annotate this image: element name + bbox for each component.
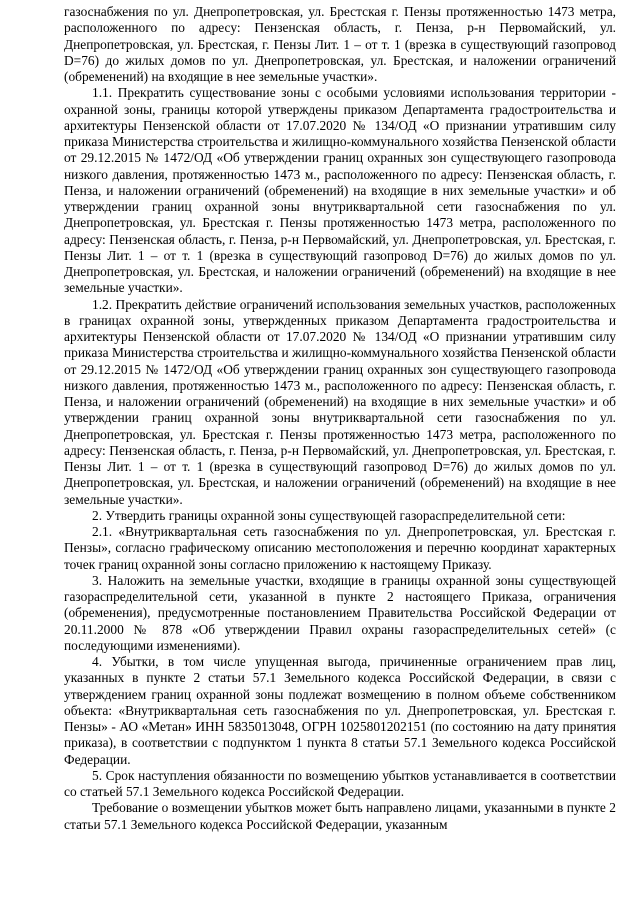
paragraph-2-1: 2.1. «Внутриквартальная сеть газоснабжения по ул. Днепропетровская, ул. Брестская г. Пензы», согласно графическому описанию местоположения и перечню координат характерных точек границ охранной зоны согласно приложению к настоящему Приказу. [64,524,616,572]
paragraph-5: 5. Срок наступления обязанности по возмещению убытков устанавливается в соответствии со статьей 57.1 Земельного кодекса Российской Федерации. [64,767,616,799]
paragraph-1-2: 1.2. Прекратить действие ограничений использования земельных участков, расположенных в границах охранной зоны, утвержденных приказом Департамента градостроительства и архитектуры Пензенской области от 17.07.2020 № 134/ОД «О признании утратившим силу приказа Министерства строительства и жилищно-коммунального хозяйства Пензенской области от 29.12.2015 № 1472/ОД «Об утверждении границ охранных зон существующего газопровода низкого давления, протяженностью 1473 м., расположенного по адресу: Пензенская область, г. Пенза, и наложении ограничений (обременений) на входящие в них земельные участки» и об утверждении границ охранной зоны внутриквартальной сети газоснабжения по ул. Днепропетровская, ул. Брестская г. Пензы протяженностью 1473 метра, расположенного по адресу: Пензенская область, г. Пенза, р-н Первомайский, ул. Днепропетровская, ул. Брестская, г. Пензы Лит. 1 – от т. 1 (врезка в существующий газопровод D=76) до жилых домов по ул. Днепропетровская, ул. Брестская, и наложении ограничений (обременений) на входящие в нее земельные участки». [64,296,616,507]
paragraph-1-1: 1.1. Прекратить существование зоны с особыми условиями использования территории - охранной зоны, границы которой утверждены приказом Департамента градостроительства и архитектуры Пензенской области от 17.07.2020 № 134/ОД «О признании утратившим силу приказа Министерства строительства и жилищно-коммунального хозяйства Пензенской области от 29.12.2015 № 1472/ОД «Об утверждении границ охранных зон существующего газопровода низкого давления, протяженностью 1473 м., расположенного по адресу: Пензенская область, г. Пенза, и наложении ограничений (обременений) на входящие в них земельные участки» и об утверждении границ охранной зоны внутриквартальной сети газоснабжения по ул. Днепропетровская, ул. Брестская г. Пензы протяженностью 1473 метра, расположенного по адресу: Пензенская область, г. Пенза, р-н Первомайский, ул. Днепропетровская, ул. Брестская, г. Пензы Лит. 1 – от т. 1 (врезка в существующий газопровод D=76) до жилых домов по ул. Днепропетровская, ул. Брестская, и наложении ограничений (обременений) на входящие в нее земельные участки». [64,85,616,296]
paragraph-3: 3. Наложить на земельные участки, входящие в границы охранной зоны существующей газораспределительной сети, указанной в пункте 2 настоящего Приказа, ограничения (обременения), предусмотренные постановлением Правительства Российской Федерации от 20.11.2000 № 878 «Об утверждении Правил охраны газораспределительных сетей» (с последующими изменениями). [64,572,616,653]
paragraph-4: 4. Убытки, в том числе упущенная выгода, причиненные ограничением прав лиц, указанных в пункте 2 статьи 57.1 Земельного кодекса Российской Федерации, в связи с утверждением границ охранной зоны подлежат возмещению в полном объеме собственником объекта: «Внутриквартальная сеть газоснабжения по ул. Днепропетровская, ул. Брестская г. Пензы» - АО «Метан» ИНН 5835013048, ОГРН 1025801202151 (по состоянию на дату принятия приказа), в соответствии с подпунктом 1 пункта 8 статьи 57.1 Земельного кодекса Российской Федерации. [64,654,616,767]
paragraph-claim-requirement: Требование о возмещении убытков может быть направлено лицами, указанными в пункте 2 статьи 57.1 Земельного кодекса Российской Федерации, указанным [64,800,616,832]
paragraph-continuation: газоснабжения по ул. Днепропетровская, ул. Брестская г. Пензы протяженностью 1473 метра, расположенного по адресу: Пензенская область, г. Пенза, р-н Первомайский, ул. Днепропетровская, ул. Брестская, г. Пензы Лит. 1 – от т. 1 (врезка в существующий газопровод D=76) до жилых домов по ул. Днепропетровская, ул. Брестская, и наложении ограничений (обременений) на входящие в нее земельные участки». [64,4,616,84]
paragraph-2: 2. Утвердить границы охранной зоны существующей газораспределительной сети: [92,507,566,523]
